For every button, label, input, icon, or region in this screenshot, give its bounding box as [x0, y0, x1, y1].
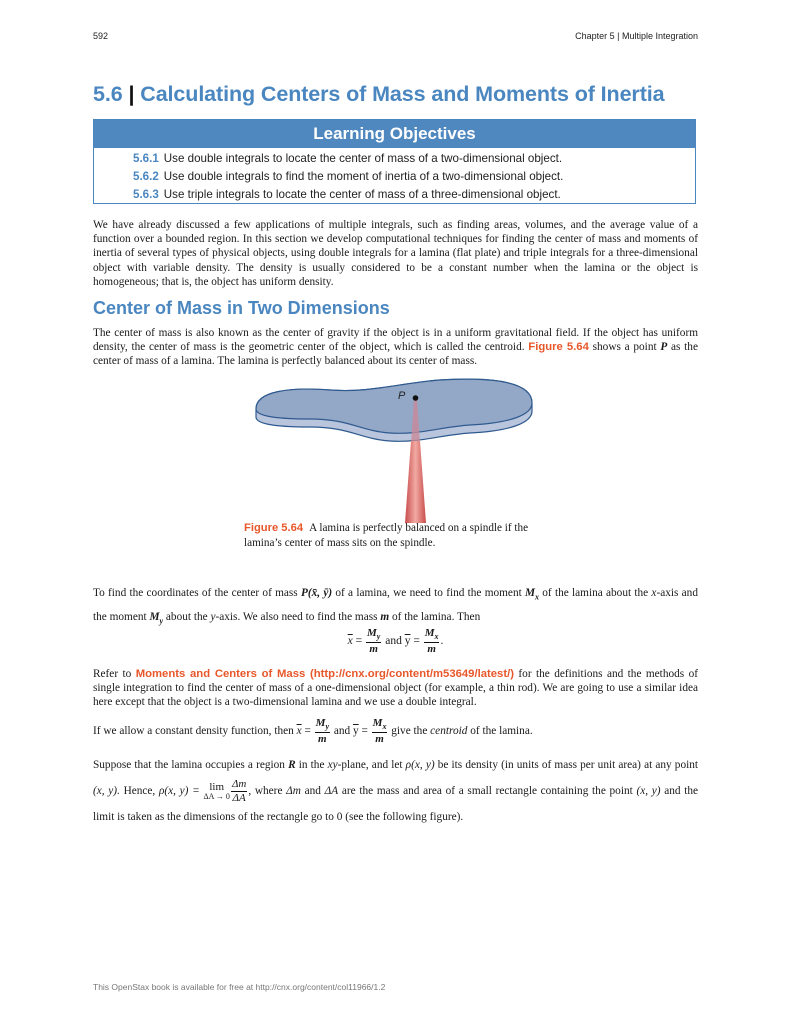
lim-text: lim	[209, 780, 225, 793]
math-sub: y	[159, 616, 164, 626]
math-den: ΔA	[232, 791, 246, 804]
lamina-on-spindle-illustration	[250, 375, 540, 525]
text: The center of mass is also known as the center of gravity if the object is in a uniform gravitational field. If the object has uniform density, the center of mass is the geometric center of the object, which is called the centroid.	[93, 327, 698, 354]
math-var: m	[375, 733, 384, 746]
math-var: m	[318, 733, 327, 746]
text: (see the following figure).	[342, 811, 464, 823]
objective-item	[133, 186, 695, 204]
text: of the lamina about the	[539, 587, 652, 599]
math-density: ρ(x, y) =	[158, 785, 204, 797]
math-sub: x	[535, 592, 540, 602]
math-var: Δm	[286, 785, 301, 797]
math-eq: =	[352, 635, 365, 648]
text: be its density (in units of mass per unit area) at any point	[434, 759, 699, 771]
constant-density-paragraph	[93, 718, 698, 745]
objective-item	[133, 150, 695, 168]
math-var: M	[149, 611, 160, 624]
page-number: 592	[93, 31, 109, 41]
math-var: m	[427, 643, 436, 656]
text: are the mass and area of a small rectangle containing the point	[338, 785, 637, 797]
math-xbar: $\overline{x}$	[296, 725, 302, 738]
text: and	[331, 725, 353, 738]
figure-caption	[244, 521, 554, 551]
math-var: M	[524, 587, 536, 599]
math-var: M	[372, 717, 383, 729]
math-var: P	[660, 341, 668, 354]
math-var: M	[367, 627, 377, 639]
math-var: y	[210, 611, 216, 624]
text: and	[382, 635, 405, 648]
text: and	[300, 785, 325, 797]
point-p-label: P	[398, 390, 406, 402]
text: in the	[295, 759, 328, 771]
math-density: ρ(x, y)	[405, 759, 435, 771]
objective-item	[133, 168, 695, 186]
math-var: m	[380, 611, 390, 624]
objective-text: Use triple integrals to locate the center of mass of a three-dimensional object.	[163, 188, 561, 201]
text: Suppose that the lamina occupies a region	[93, 759, 289, 771]
math-sub: x	[382, 722, 387, 732]
math-var: m	[369, 643, 378, 656]
refer-paragraph	[93, 667, 698, 710]
fraction-mx-over-m	[372, 718, 388, 745]
limit-expression	[203, 782, 229, 801]
objective-number: 5.6.3	[133, 188, 159, 201]
emphasis-centroid: centroid	[430, 725, 468, 738]
math-num: Δm	[231, 777, 247, 790]
text: -axis and the moment	[93, 587, 698, 624]
text: about the	[163, 611, 211, 624]
text: of the lamina. Then	[389, 611, 481, 624]
math-zero: 0	[336, 811, 343, 823]
math-eq: =	[358, 725, 371, 738]
density-paragraph	[93, 752, 698, 830]
text: -axis. We also need to find the mass	[215, 611, 381, 624]
math-eq: =	[410, 635, 423, 648]
text: .	[440, 635, 444, 648]
text: Refer to	[93, 668, 136, 680]
math-var: xy	[327, 759, 338, 771]
text: Hence,	[119, 785, 159, 797]
figure-link[interactable]: Figure 5.64	[528, 341, 589, 354]
math-var: M	[424, 627, 435, 639]
learning-objectives-heading: Learning Objectives	[94, 120, 695, 148]
math-sub: x	[434, 632, 439, 642]
footer-note: This OpenStax book is available for free at http://cnx.org/content/col11966/1.2	[93, 982, 386, 992]
fraction-my-over-m	[315, 718, 330, 745]
text: give the	[388, 725, 431, 738]
objective-text: Use double integrals to locate the center of mass of a two-dimensional object.	[163, 152, 563, 165]
math-var: ΔA	[324, 785, 339, 797]
section-title-text: Calculating Centers of Mass and Moments of Inertia	[140, 82, 665, 106]
fraction-mx-over-m	[424, 628, 440, 655]
math-var: R	[288, 759, 296, 771]
coordinates-paragraph	[93, 583, 698, 632]
text: To find the coordinates of the center of mass	[93, 587, 301, 599]
subsection-title: Center of Mass in Two Dimensions	[93, 298, 390, 318]
intro-paragraph: We have already discussed a few applications of multiple integrals, such as finding areas, volumes, and the average value of a function over a bounded region. In this section we develop computational techniques for finding the center of mass and moments of inertia of several types of physical objects, using double integrals for a lamina (flat plate) and triple integrals for a three-dimensional object with variable density. The density is usually considered to be a constant number when the lamina or the object is homogeneous; that is, the object has uniform density.	[93, 219, 698, 288]
moments-centers-of-mass-link[interactable]: Moments and Centers of Mass (http://cnx.org/content/m53649/latest/)	[135, 668, 514, 680]
lamina-figure	[250, 375, 540, 525]
math-ybar: $\overline{y}$	[352, 725, 359, 738]
text: , where	[248, 785, 287, 797]
math-xbar: $\overline{x}$	[347, 635, 353, 648]
math-sub: y	[376, 632, 381, 642]
math-ybar: $\overline{y}$	[404, 635, 411, 648]
fraction-dm-over-da	[231, 779, 247, 804]
math-sub: y	[325, 722, 329, 732]
objective-number: 5.6.1	[133, 152, 159, 165]
figure-label: Figure 5.64	[244, 522, 304, 534]
text: of a lamina, we need to find the moment	[332, 587, 525, 599]
section-number: 5.6	[93, 82, 123, 106]
math-point: (x, y).	[93, 785, 120, 797]
math-var: x	[651, 587, 657, 599]
math-center-point: P(x̄, ȳ)	[300, 587, 333, 599]
lim-subscript: ΔA → 0	[203, 791, 230, 801]
section-separator: |	[128, 82, 135, 106]
objective-number: 5.6.2	[133, 170, 159, 183]
text: as the center of mass of a lamina. The lamina is perfectly balanced about its center of mass.	[93, 341, 698, 368]
math-point: (x, y)	[636, 785, 661, 797]
text: of the lamina.	[467, 725, 533, 738]
section-title	[93, 82, 665, 107]
text: If we allow a constant density function, then	[93, 725, 297, 738]
fraction-my-over-m	[366, 628, 381, 655]
caption-text: A lamina is perfectly balanced on a spindle if the lamina’s center of mass sits on the spindle.	[244, 522, 529, 549]
math-var: M	[315, 717, 326, 729]
text: -plane, and let	[337, 759, 406, 771]
learning-objectives-list	[94, 148, 695, 204]
center-of-mass-point	[413, 395, 419, 401]
text: for the definitions and the methods of single integration to find the center of mass of a one-dimensional object (for example, a thin rod). We are going to use a similar idea here except that the object is a two-dimensional lamina and we use a double integral.	[93, 668, 698, 709]
center-of-mass-paragraph	[93, 326, 698, 369]
chapter-header: Chapter 5 | Multiple Integration	[575, 31, 698, 41]
text: shows a point	[588, 341, 661, 354]
math-eq: =	[301, 725, 314, 738]
text: and the limit is taken as the dimensions of the rectangle go to	[93, 785, 699, 823]
learning-objectives-box	[93, 119, 696, 204]
centroid-equation	[93, 628, 698, 655]
objective-text: Use double integrals to find the moment of inertia of a two-dimensional object.	[163, 170, 564, 183]
